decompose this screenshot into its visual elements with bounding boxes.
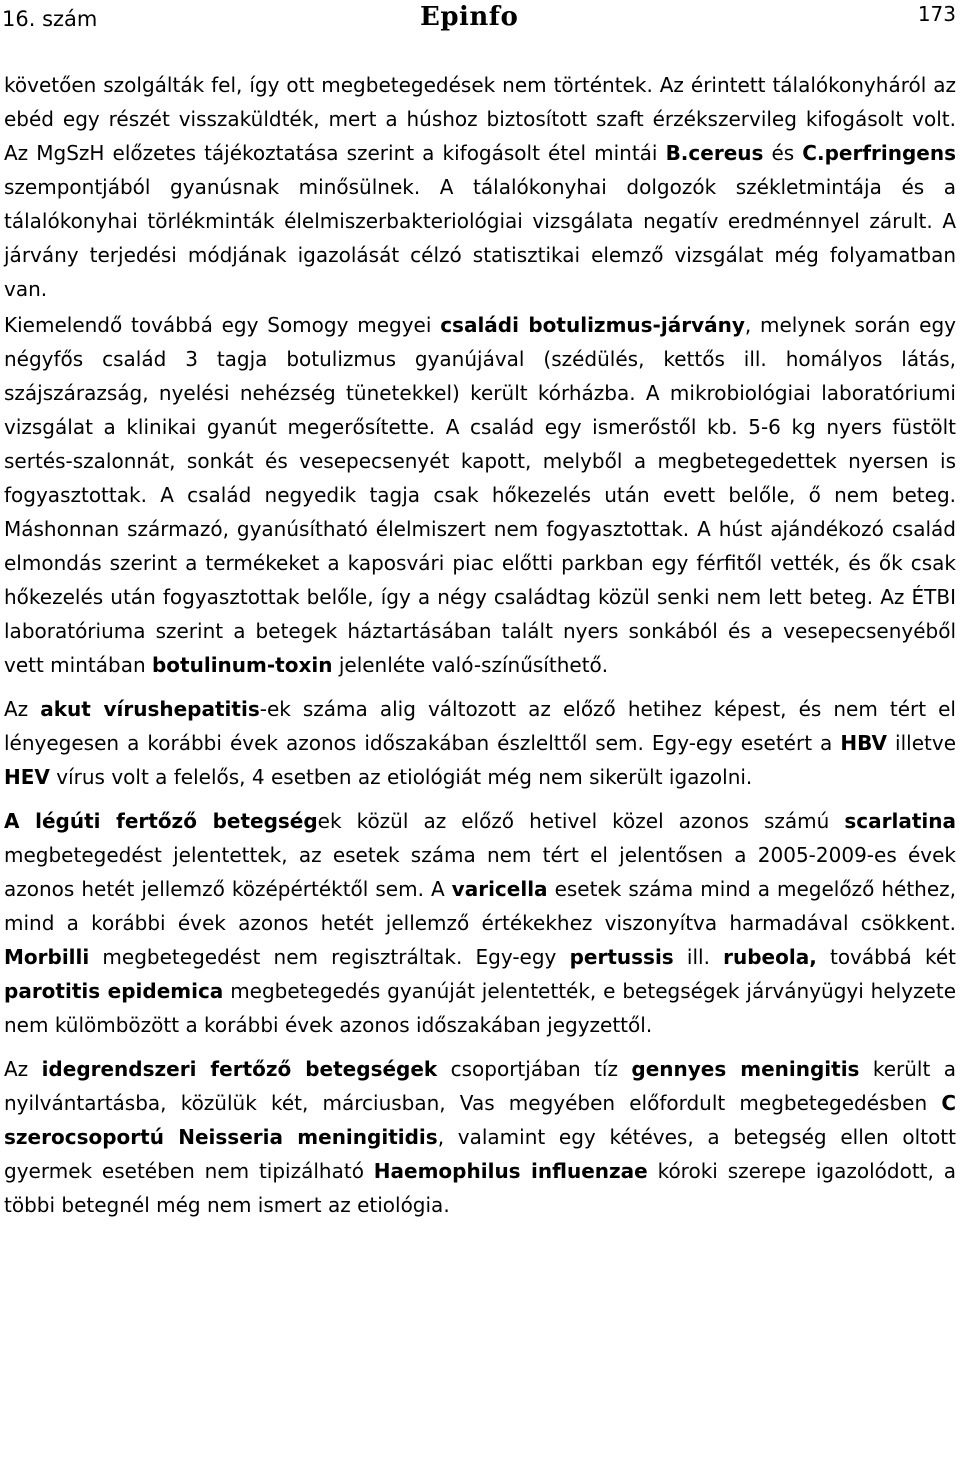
text-run: ek közül az előző hetivel közel azonos számú xyxy=(317,809,845,833)
bold-term: Haemophilus influenzae xyxy=(373,1159,648,1183)
bold-term: varicella xyxy=(451,877,548,901)
bold-term: scarlatina xyxy=(844,809,956,833)
paragraph-nervous-system-infections xyxy=(4,1052,956,1222)
text-run: esetek száma mind a megelőző héthez, mind a korábbi évek azonos hetét jellemző értékekhez viszonyítva harmadával csökkent. xyxy=(4,877,957,935)
journal-logo: Epinfo xyxy=(420,2,519,32)
text-run: , valamint egy kétéves, a betegség ellen oltott gyermek esetében nem tipizálható xyxy=(4,1125,956,1183)
bold-term: botulinum-toxin xyxy=(151,653,333,677)
text-run: -ek száma alig változott az előző hetihez képest, és nem tért el lényegesen a korábbi évek azonos időszakában észlelttől sem. Egy-egy esetért a xyxy=(4,697,956,755)
issue-number: 16. szám xyxy=(2,7,98,31)
text-run: vírus volt a felelős, 4 esetben az etiológiát még nem sikerült igazolni. xyxy=(49,765,753,789)
article-body xyxy=(4,68,956,1222)
bold-term: gennyes meningitis xyxy=(631,1057,860,1081)
bold-term: HBV xyxy=(840,731,888,755)
text-run: Kiemelendő továbbá egy Somogy megyei xyxy=(4,313,441,337)
bold-term: rubeola, xyxy=(723,945,817,969)
text-run: Az xyxy=(4,1057,42,1081)
text-run: megbetegedés gyanúját jelentették, e betegségek járványügyi helyzete nem külömbözött a korábbi évek azonos időszakában jegyzettől. xyxy=(4,979,956,1037)
text-run: , melynek során egy négyfős család 3 tagja botulizmus gyanújával (szédülés, kettős ill. homályos látás, szájszárazság, nyelési nehézség tünetekkel) került kórházba. A mikrobiológiai laboratóriumi vizsgálat a klinikai gyanút megerősítette. A család egy ismerőstől kb. 5-6 kg nyers füstölt sertés-szalonnát, sonkát és vesepecsenyét kapott, melyből a megbetegedettek nyersen is fogyasztottak. A család negyedik tagja csak hőkezelés után evett belőle, ő nem beteg. Máshonnan származó, gyanúsítható élelmiszert nem fogyasztottak. A húst ajándékozó család elmondás szerint a termékeket a kaposvári piac előtti parkban egy férfitől vették, és ők csak hőkezelés után fogyasztottak belőle, így a négy családtag közül senki nem lett beteg. Az ÉTBI laboratóriuma szerint a betegek háztartásában talált nyers sonkából és a vesepecsenyéből vett mintában xyxy=(4,313,956,677)
text-run: csoportjában tíz xyxy=(437,1057,632,1081)
text-run: szempontjából gyanúsnak minősülnek. A tálalókonyhai dolgozók székletmintája és a tálalókonyhai törlékminták élelmiszerbakteriológiai vizsgálata negatív eredménnyel zárult. A járvány terjedési módjának igazolását célzó statisztikai elemző vizsgálat még folyamatban van. xyxy=(4,175,956,301)
text-run: illetve xyxy=(887,731,957,755)
paragraph-botulism-outbreak xyxy=(4,308,956,682)
bold-term: C szerocsoportú Neisseria meningitidis xyxy=(4,1091,956,1149)
text-run: követően szolgálták fel, így ott megbetegedések nem történtek. Az érintett tálalókonyháról az ebéd egy részét visszaküldték, mert a húshoz biztosított szaft érzékszervileg kifogásolt volt. Az MgSzH előzetes tájékoztatása szerint a kifogásolt étel mintái xyxy=(4,73,956,165)
paragraph-respiratory-diseases xyxy=(4,804,956,1042)
page-header xyxy=(0,0,960,40)
text-run: jelenléte való-színűsíthető. xyxy=(332,653,609,677)
text-run: megbetegedést nem regisztráltak. Egy-egy xyxy=(89,945,570,969)
paragraph-hepatitis xyxy=(4,692,956,794)
bold-term: családi botulizmus-járvány xyxy=(440,313,745,337)
page-number: 173 xyxy=(917,2,956,26)
bold-term: Morbilli xyxy=(4,945,90,969)
bold-term: B.cereus xyxy=(665,141,764,165)
bold-term: C.perfringens xyxy=(802,141,956,165)
bold-term: akut vírushepatitis xyxy=(40,697,260,721)
text-run: kóroki szerepe igazolódott, a többi betegnél még nem ismert az etiológia. xyxy=(4,1159,956,1217)
bold-term: A légúti fertőző betegség xyxy=(4,809,318,833)
text-run: került a nyilvántartásba, közülük két, márciusban, Vas megyében előfordult megbetegedésben xyxy=(4,1057,956,1115)
text-run: ill. xyxy=(673,945,724,969)
paragraph-food-poisoning xyxy=(4,68,956,306)
text-run: továbbá két xyxy=(816,945,957,969)
bold-term: HEV xyxy=(4,765,50,789)
text-run: megbetegedést jelentettek, az esetek száma nem tért el jelentősen a 2005-2009-es évek azonos hetét jellemző középértéktől sem. A xyxy=(4,843,956,901)
bold-term: pertussis xyxy=(569,945,674,969)
text-run: Az xyxy=(4,697,41,721)
bold-term: parotitis epidemica xyxy=(4,979,224,1003)
bold-term: idegrendszeri fertőző betegségek xyxy=(41,1057,438,1081)
text-run: és xyxy=(763,141,803,165)
